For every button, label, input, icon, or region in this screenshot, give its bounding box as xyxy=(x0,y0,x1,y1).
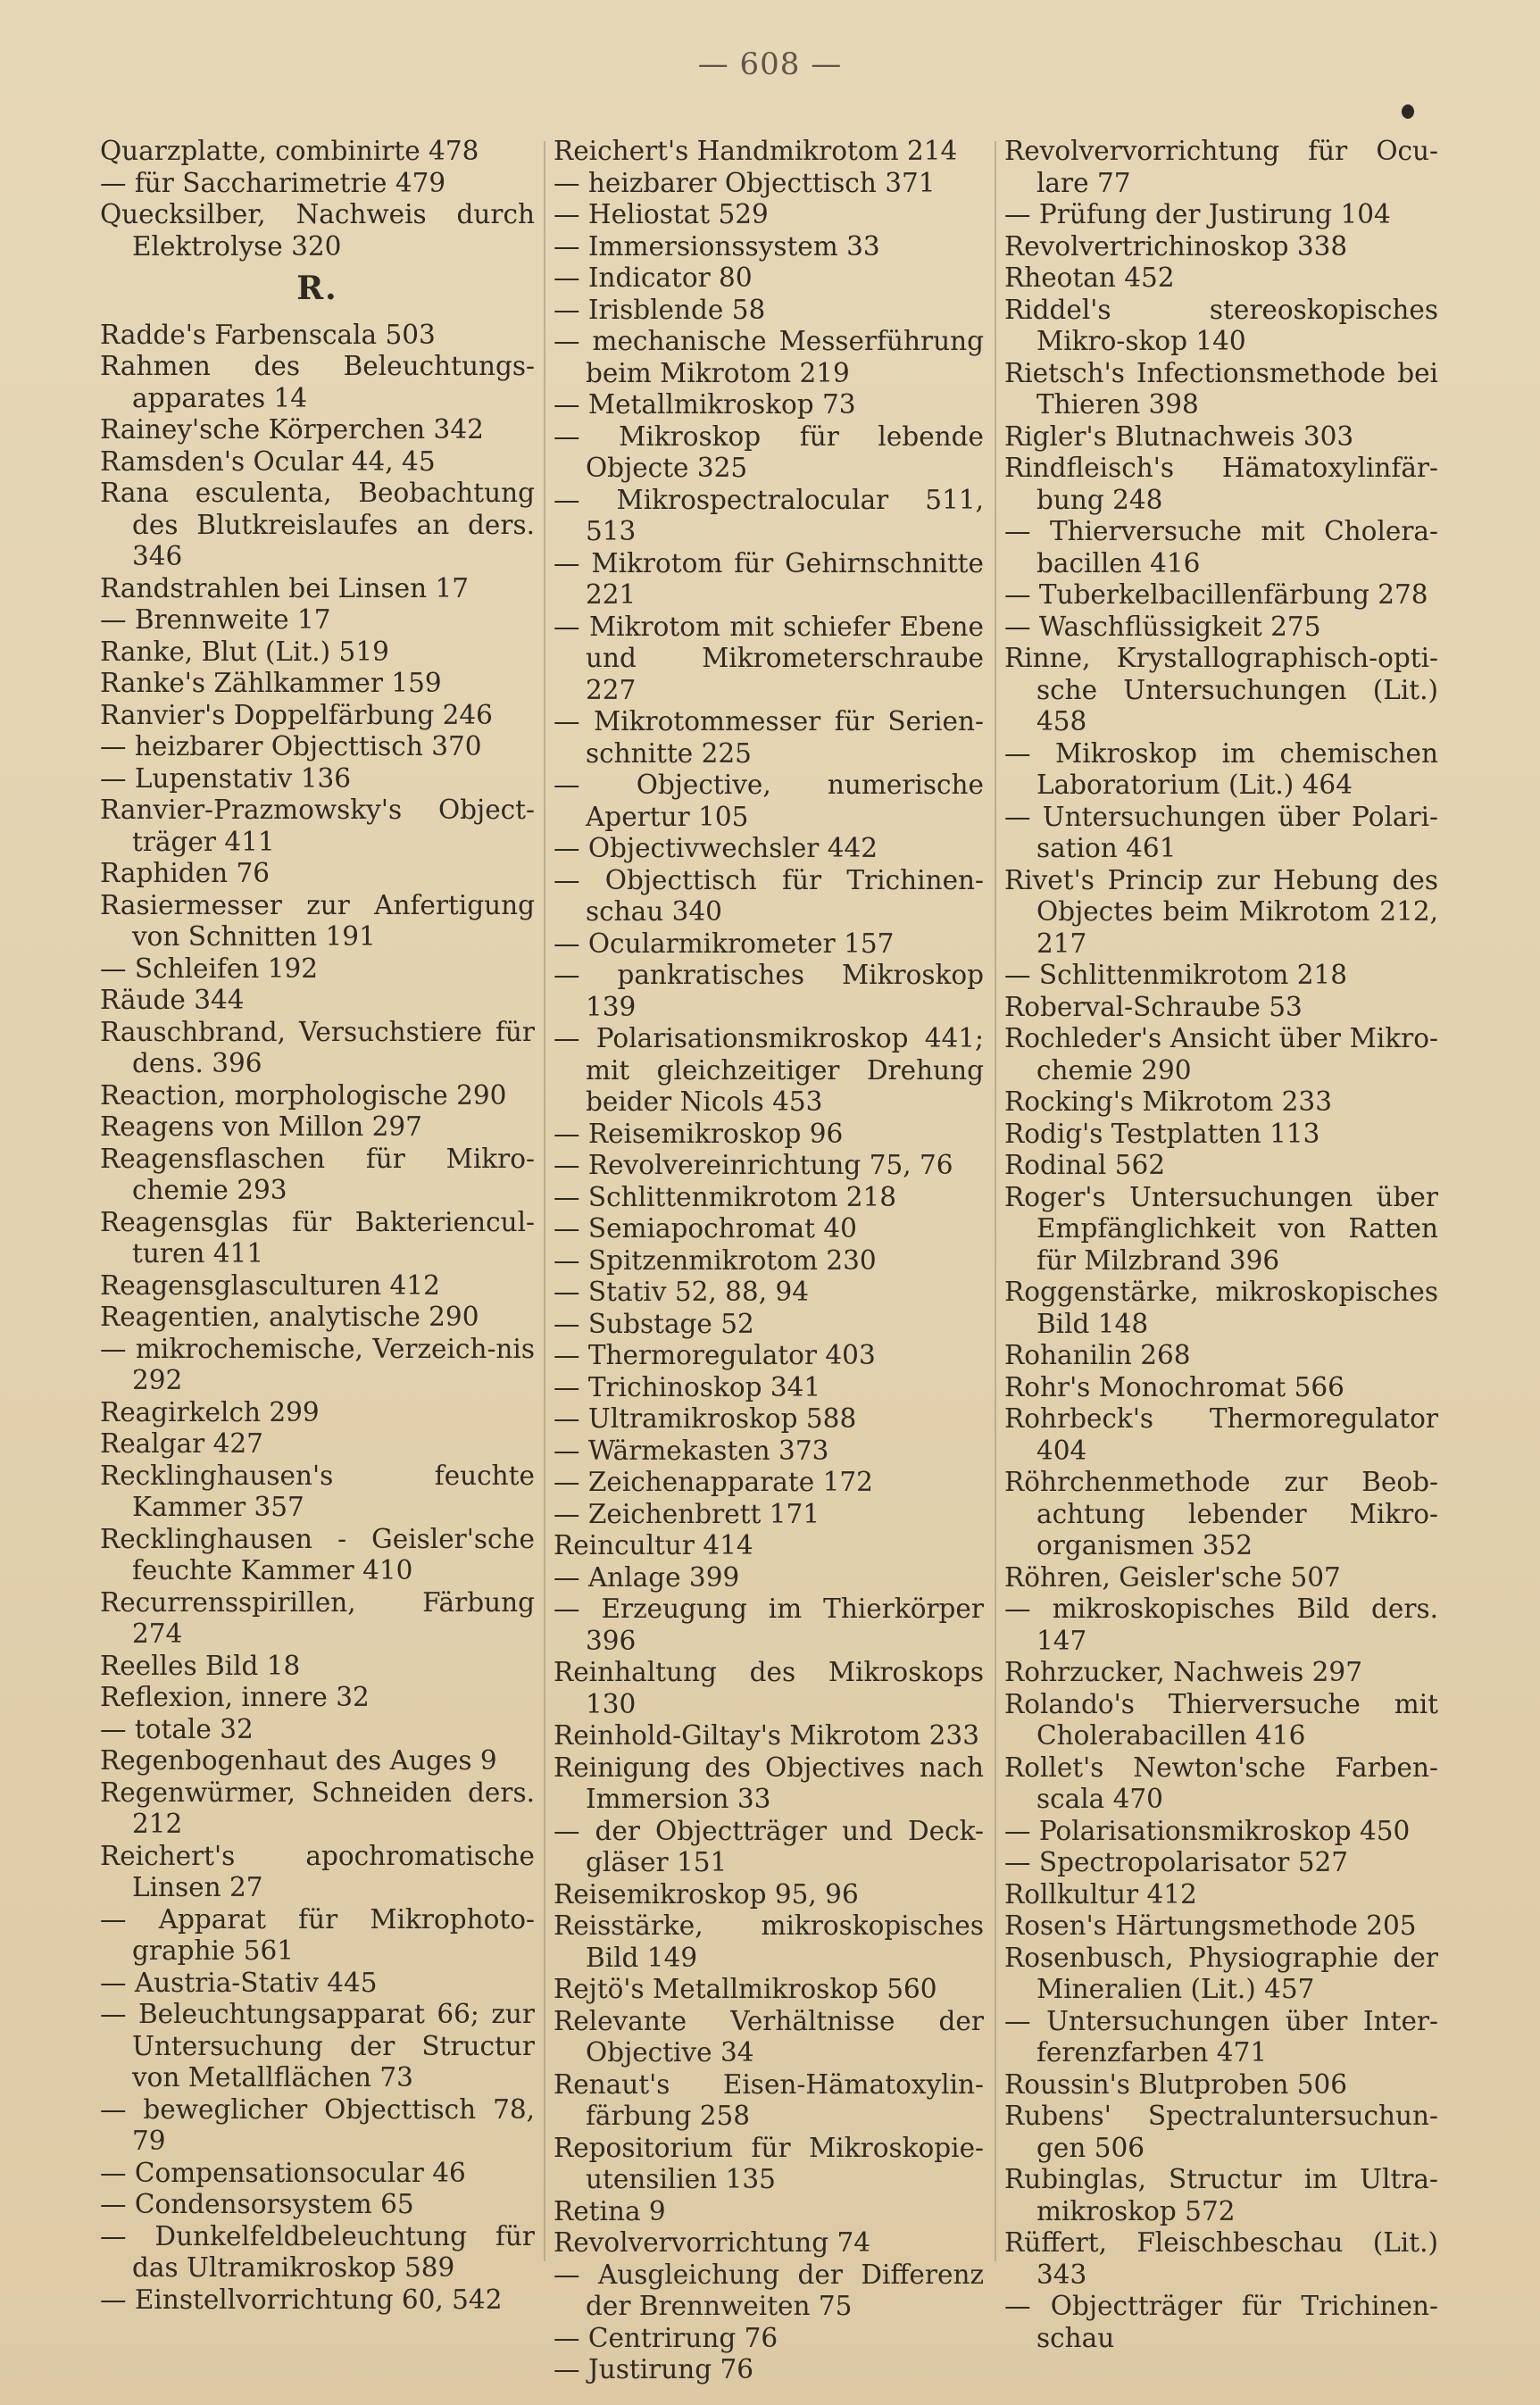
index-entry: Rodig's Testplatten 113 xyxy=(1004,1118,1320,1149)
index-entry: Reagensglasculturen 412 xyxy=(100,1269,440,1301)
index-entry: — Schlittenmikrotom 218 xyxy=(1004,960,1348,990)
index-entry: — Waschflüssigkeit 275 xyxy=(1004,611,1321,642)
index-entry: — mikroskopisches Bild ders. 147 xyxy=(1004,1594,1438,1656)
index-entry: — Anlage 399 xyxy=(554,1561,740,1593)
index-entry: Rana esculenta, Beobachtung des Blutkreislaufes an ders. 346 xyxy=(100,478,535,571)
index-entry: — Schleifen 192 xyxy=(100,953,318,984)
index-entry: — Irisblende 58 xyxy=(554,294,766,325)
column-divider xyxy=(995,141,996,2261)
index-column-3 xyxy=(1004,136,1438,2354)
index-entry: — Objectträger für Trichinen-schau xyxy=(1004,2291,1438,2353)
index-entry: — Heliostat 529 xyxy=(554,199,769,229)
index-entry: — Metallmikroskop 73 xyxy=(554,389,856,420)
index-entry: Quarzplatte, combinirte 478 xyxy=(100,136,479,166)
index-entry: Ranvier-Prazmowsky's Object-träger 411 xyxy=(100,795,535,857)
index-entry: — der Objectträger und Deck-gläser 151 xyxy=(554,1815,984,1877)
index-entry: Rubens' Spectraluntersuchun-gen 506 xyxy=(1004,2101,1438,2163)
index-entry: Reagentien, analytische 290 xyxy=(100,1302,479,1332)
index-entry: Rohrbeck's Thermoregulator 404 xyxy=(1004,1403,1438,1466)
index-entry: — Zeichenbrett 171 xyxy=(554,1498,820,1529)
index-entry: — Erzeugung im Thierkörper 396 xyxy=(554,1594,984,1656)
index-entry: — Ultramikroskop 588 xyxy=(554,1403,857,1434)
entry-group-q xyxy=(100,136,535,262)
index-entry: Reisemikroskop 95, 96 xyxy=(554,1878,859,1910)
index-entry: Reinhaltung des Mikroskops 130 xyxy=(554,1657,984,1719)
index-entry: Reinigung des Objectives nach Immersion 33 xyxy=(554,1752,984,1814)
index-entry: — Einstellvorrichtung 60, 542 xyxy=(100,2284,503,2315)
index-entry: — Mikroskop im chemischen Laboratorium (Lit.) 464 xyxy=(1004,737,1438,800)
index-entry: Regenbogenhaut des Auges 9 xyxy=(100,1745,497,1776)
index-entry: Regenwürmer, Schneiden ders. 212 xyxy=(100,1777,535,1839)
index-entry: Rubinglas, Structur im Ultra-mikroskop 572 xyxy=(1004,2164,1438,2226)
index-entry: Randstrahlen bei Linsen 17 xyxy=(100,572,469,603)
index-entry: — Substage 52 xyxy=(554,1308,754,1339)
index-entry: Rivet's Princip zur Hebung des Objectes beim Mikrotom 212, 217 xyxy=(1004,864,1438,959)
index-entry: — Semiapochromat 40 xyxy=(554,1213,857,1244)
index-entry: Recklinghausen's feuchte Kammer 357 xyxy=(100,1460,535,1522)
index-entry: — Spitzenmikrotom 230 xyxy=(554,1244,877,1276)
index-entry: Recurrensspirillen, Färbung 274 xyxy=(100,1586,535,1649)
index-entry: — pankratisches Mikroskop 139 xyxy=(554,960,984,1022)
index-entry: Realgar 427 xyxy=(100,1428,263,1459)
index-entry: — Immersionssystem 33 xyxy=(554,230,880,262)
index-entry: Reagirkelch 299 xyxy=(100,1396,320,1427)
index-entry: Rohr's Monochromat 566 xyxy=(1004,1371,1344,1402)
index-entry: Reichert's Handmikrotom 214 xyxy=(554,136,958,166)
index-entry: Roussin's Blutproben 506 xyxy=(1004,2068,1348,2100)
index-entry: Rollkultur 412 xyxy=(1004,1878,1197,1910)
ink-spot xyxy=(1402,104,1414,119)
index-entry: Rasiermesser zur Anfertigung von Schnitten 191 xyxy=(100,889,535,952)
index-entry: — Reisemikroskop 96 xyxy=(554,1118,844,1149)
index-entry: Röhren, Geisler'sche 507 xyxy=(1004,1561,1341,1593)
index-entry: Repositorium für Mikroskopie-utensilien 135 xyxy=(554,2132,984,2194)
index-entry: — Polarisationsmikroskop 441; mit gleichzeitiger Drehung beider Nicols 453 xyxy=(554,1023,984,1117)
entry-group-r-continued-2 xyxy=(1004,136,1438,2354)
index-entry: Rinne, Krystallographisch-opti-sche Untersuchungen (Lit.) 458 xyxy=(1004,643,1438,736)
index-entry: Rosen's Härtungsmethode 205 xyxy=(1004,1910,1417,1941)
index-entry: Rollet's Newton'sche Farben-scala 470 xyxy=(1004,1752,1438,1814)
index-column-1 xyxy=(100,136,535,2316)
index-entry: Röhrchenmethode zur Beob-achtung lebender Mikro-organismen 352 xyxy=(1004,1467,1438,1560)
index-entry: — Beleuchtungsapparat 66; zur Untersuchung der Structur von Metallflächen 73 xyxy=(100,1999,535,2093)
column-divider xyxy=(544,141,545,2261)
index-entry: — Objectivwechsler 442 xyxy=(554,833,878,863)
index-entry: — Objecttisch für Trichinen-schau 340 xyxy=(554,864,984,927)
index-entry: Rocking's Mikrotom 233 xyxy=(1004,1086,1332,1117)
index-entry: Roger's Untersuchungen über Empfänglichkeit von Ratten für Milzbrand 396 xyxy=(1004,1181,1438,1276)
index-entry: Rosenbusch, Physiographie der Mineralien (Lit.) 457 xyxy=(1004,1942,1438,2004)
index-entry: Reincultur 414 xyxy=(554,1530,753,1560)
index-entry: Radde's Farbenscala 503 xyxy=(100,319,436,350)
index-entry: — Tuberkelbacillenfärbung 278 xyxy=(1004,579,1428,610)
index-entry: Relevante Verhältnisse der Objective 34 xyxy=(554,2005,984,2068)
index-entry: — Mikrotom mit schiefer Ebene und Mikrometerschraube 227 xyxy=(554,611,984,705)
index-entry: Rigler's Blutnachweis 303 xyxy=(1004,420,1354,452)
index-entry: Ramsden's Ocular 44, 45 xyxy=(100,445,436,477)
index-entry: — Mikrospectralocular 511, 513 xyxy=(554,484,984,546)
index-entry: Reaction, morphologische 290 xyxy=(100,1079,507,1111)
index-entry: Ranvier's Doppelfärbung 246 xyxy=(100,699,493,730)
page-number: — 608 — xyxy=(697,46,843,82)
index-entry: Revolvertrichinoskop 338 xyxy=(1004,230,1348,262)
index-entry: — heizbarer Objecttisch 371 xyxy=(554,167,936,198)
index-entry: — Austria-Stativ 445 xyxy=(100,1967,378,1998)
index-entry: Reichert's apochromatische Linsen 27 xyxy=(100,1840,535,1902)
index-entry: — Compensationsocular 46 xyxy=(100,2157,466,2188)
index-entry: Reagens von Millon 297 xyxy=(100,1111,422,1142)
index-entry: Rindfleisch's Hämatoxylinfär-bung 248 xyxy=(1004,453,1438,515)
index-entry: Renaut's Eisen-Hämatoxylin-färbung 258 xyxy=(554,2068,984,2131)
index-entry: — Polarisationsmikroskop 450 xyxy=(1004,1815,1411,1846)
index-entry: Quecksilber, Nachweis durch Elektrolyse 320 xyxy=(100,199,535,262)
index-entry: Rohanilin 268 xyxy=(1004,1340,1191,1370)
index-entry: — Objective, numerische Apertur 105 xyxy=(554,770,984,832)
index-entry: — Dunkelfeldbeleuchtung für das Ultramikroskop 589 xyxy=(100,2220,535,2283)
index-entry: Revolvervorrichtung für Ocu-lare 77 xyxy=(1004,136,1438,198)
index-entry: — Trichinoskop 341 xyxy=(554,1371,821,1402)
index-entry: Raphiden 76 xyxy=(100,858,271,888)
index-entry: — Stativ 52, 88, 94 xyxy=(554,1277,809,1307)
index-entry: Rolando's Thierversuche mit Cholerabacillen 416 xyxy=(1004,1688,1438,1751)
index-entry: — Apparat für Mikrophoto-graphie 561 xyxy=(100,1903,535,1966)
index-entry: — mechanische Messerführung beim Mikrotom 219 xyxy=(554,326,984,388)
index-entry: — Revolvereinrichtung 75, 76 xyxy=(554,1150,953,1180)
index-entry: — Wärmekasten 373 xyxy=(554,1435,829,1466)
section-letter: R. xyxy=(296,270,338,307)
index-entry: — totale 32 xyxy=(100,1713,254,1744)
index-entry: — Brennweite 17 xyxy=(100,604,331,635)
index-entry: — Thermoregulator 403 xyxy=(554,1340,876,1370)
index-entry: Reinhold-Giltay's Mikrotom 233 xyxy=(554,1720,979,1751)
entry-group-r xyxy=(100,320,535,2317)
index-entry: — Spectropolarisator 527 xyxy=(1004,1847,1348,1877)
index-entry: — Ausgleichung der Differenz der Brennweiten 75 xyxy=(554,2259,984,2321)
index-entry: Retina 9 xyxy=(554,2195,666,2226)
index-entry: Reelles Bild 18 xyxy=(100,1650,301,1681)
index-entry: — Mikrotom für Gehirnschnitte 221 xyxy=(554,547,984,610)
index-entry: — Schlittenmikrotom 218 xyxy=(554,1181,897,1212)
index-entry: — Prüfung der Justirung 104 xyxy=(1004,199,1391,229)
index-entry: — mikrochemische, Verzeich-nis 292 xyxy=(100,1333,535,1395)
index-entry: — Justirung 76 xyxy=(554,2354,754,2384)
index-entry: — Ocularmikrometer 157 xyxy=(554,928,895,959)
index-entry: Rheotan 452 xyxy=(1004,262,1175,293)
index-entry: — Zeichenapparate 172 xyxy=(554,1467,873,1497)
index-entry: — heizbarer Objecttisch 370 xyxy=(100,731,482,761)
index-entry: — beweglicher Objecttisch 78, 79 xyxy=(100,2093,535,2156)
index-entry: Rüffert, Fleischbeschau (Lit.) 343 xyxy=(1004,2227,1438,2290)
index-entry: — Untersuchungen über Polari-sation 461 xyxy=(1004,801,1438,863)
index-entry: — Condensorsystem 65 xyxy=(100,2189,414,2219)
index-entry: — Lupenstativ 136 xyxy=(100,762,352,794)
index-entry: Rochleder's Ansicht über Mikro-chemie 290 xyxy=(1004,1023,1438,1086)
index-entry: Reagensflaschen für Mikro-chemie 293 xyxy=(100,1143,535,1205)
index-entry: — für Saccharimetrie 479 xyxy=(100,167,446,198)
index-entry: Roggenstärke, mikroskopisches Bild 148 xyxy=(1004,1277,1438,1339)
index-entry: Rauschbrand, Versuchstiere für dens. 396 xyxy=(100,1016,535,1078)
index-entry: Roberval-Schraube 53 xyxy=(1004,991,1303,1022)
index-entry: — Untersuchungen über Inter-ferenzfarben 471 xyxy=(1004,2005,1438,2068)
index-entry: Rahmen des Beleuchtungs-apparates 14 xyxy=(100,351,535,413)
index-entry: Rejtö's Metallmikroskop 560 xyxy=(554,1974,937,2004)
index-entry: — Centrirung 76 xyxy=(554,2322,778,2353)
index-entry: Ranke's Zählkammer 159 xyxy=(100,668,442,698)
index-entry: Rohrzucker, Nachweis 297 xyxy=(1004,1657,1362,1687)
index-entry: Räude 344 xyxy=(100,985,245,1015)
index-entry: — Indicator 80 xyxy=(554,262,753,293)
index-entry: Ranke, Blut (Lit.) 519 xyxy=(100,636,389,667)
index-entry: Reagensglas für Bakteriencul-turen 411 xyxy=(100,1206,535,1269)
index-entry: — Thierversuche mit Cholera-bacillen 416 xyxy=(1004,516,1438,578)
index-entry: Rietsch's Infectionsmethode bei Thieren 398 xyxy=(1004,357,1438,420)
entry-group-r-continued xyxy=(554,136,984,2386)
index-column-2 xyxy=(554,136,984,2386)
index-entry: Rainey'sche Körperchen 342 xyxy=(100,414,484,445)
index-entry: Riddel's stereoskopisches Mikro-skop 140 xyxy=(1004,294,1438,356)
index-entry: — Mikroskop für lebende Objecte 325 xyxy=(554,420,984,483)
index-entry: Reflexion, innere 32 xyxy=(100,1682,370,1712)
index-entry: Rodinal 562 xyxy=(1004,1150,1165,1180)
index-entry: — Mikrotommesser für Serien-schnitte 225 xyxy=(554,706,984,769)
index-entry: Revolvervorrichtung 74 xyxy=(554,2227,870,2258)
index-entry: Recklinghausen - Geisler'sche feuchte Kammer 410 xyxy=(100,1523,535,1585)
index-entry: Reisstärke, mikroskopisches Bild 149 xyxy=(554,1910,984,1973)
